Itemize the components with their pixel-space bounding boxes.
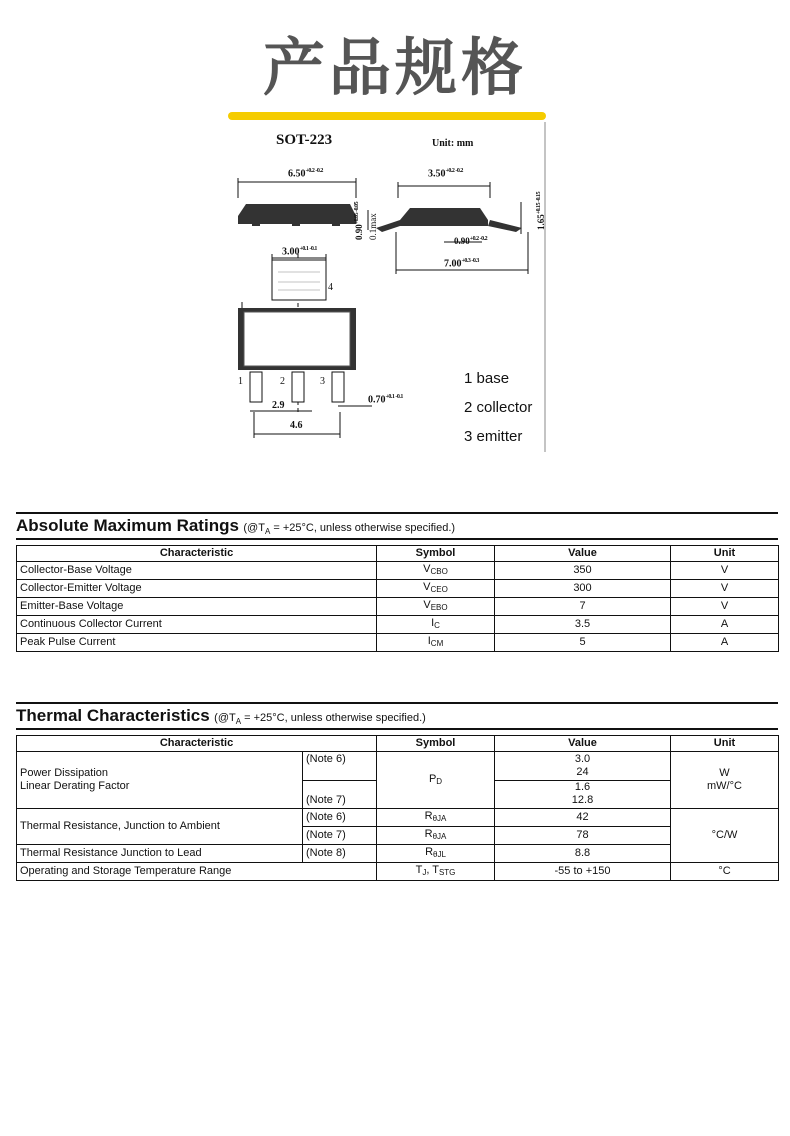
dim-3-00: $3.00_{+0.1 -0.1}$	[282, 246, 317, 258]
cell-characteristic: Collector-Base Voltage	[17, 562, 377, 580]
value-1-6: 1.6	[574, 781, 591, 794]
cell-note: (Note 6)	[303, 752, 377, 781]
cell-value: -55 to +150	[495, 863, 671, 881]
col-symbol: Symbol	[377, 736, 495, 752]
table-row	[17, 562, 779, 580]
cell-value	[495, 780, 671, 809]
dim-0-90-width: $0.90_{+0.2 -0.2}$	[454, 236, 488, 246]
cell-value: 8.8	[495, 845, 671, 863]
cell-symbol: RθJA	[377, 827, 495, 845]
cell-unit: V	[671, 598, 779, 616]
cell-symbol: TJ, TSTG	[377, 863, 495, 881]
table-row-temp	[17, 863, 779, 881]
cell-unit: V	[671, 580, 779, 598]
unit-mw-c: mW/°C	[707, 780, 742, 792]
pin-desc-collector: 2 collector	[464, 399, 533, 416]
thermal-header	[16, 702, 778, 730]
cell-value: 5	[495, 634, 671, 652]
table-row	[17, 580, 779, 598]
cell-unit: °C	[671, 863, 779, 881]
dim-7-00: $7.00_{+0.3 -0.3}$	[444, 258, 479, 270]
col-characteristic: Characteristic	[17, 546, 377, 562]
cell-symbol: ICM	[377, 634, 495, 652]
cell-value: 300	[495, 580, 671, 598]
thermal-title: Thermal Characteristics	[16, 706, 210, 725]
cell-unit: °C/W	[671, 809, 779, 863]
table-row	[17, 616, 779, 634]
dim-0-70: $0.70_{+0.1 -0.1}$	[368, 394, 403, 406]
cell-symbol: VCEO	[377, 580, 495, 598]
unit-label: Unit: mm	[432, 138, 474, 149]
unit-w: W	[719, 767, 730, 779]
table-row-power-note6	[17, 752, 779, 781]
dim-4-6: 4.6	[290, 420, 303, 431]
cell-unit: A	[671, 616, 779, 634]
thermal-section	[16, 702, 778, 877]
col-value: Value	[495, 736, 671, 752]
cell-note: (Note 8)	[303, 845, 377, 863]
table-row-rjl	[17, 845, 779, 863]
cell-characteristic: Continuous Collector Current	[17, 616, 377, 634]
cell-value	[495, 752, 671, 781]
pin-3-label: 3	[320, 376, 325, 387]
package-drawing	[232, 122, 550, 452]
linear-derating-label: Linear Derating Factor	[20, 780, 130, 792]
pin-1-label: 1	[238, 376, 243, 387]
pin-desc-emitter: 3 emitter	[464, 428, 523, 445]
cell-characteristic: Thermal Resistance, Junction to Ambient	[17, 809, 303, 845]
table-row	[17, 598, 779, 616]
package-name: SOT-223	[276, 132, 333, 148]
cell-symbol: VEBO	[377, 598, 495, 616]
cell-symbol: RθJL	[377, 845, 495, 863]
cell-unit: V	[671, 562, 779, 580]
cell-note: (Note 7)	[303, 780, 377, 809]
cell-value: 350	[495, 562, 671, 580]
value-3-0: 3.0	[574, 752, 591, 765]
cell-symbol: PD	[377, 752, 495, 809]
dim-2-9: 2.9	[272, 400, 285, 411]
cell-characteristic: Collector-Emitter Voltage	[17, 580, 377, 598]
abs-max-table	[16, 545, 779, 652]
cell-unit: A	[671, 634, 779, 652]
col-symbol: Symbol	[377, 546, 495, 562]
cell-symbol: VCBO	[377, 562, 495, 580]
cell-symbol: IC	[377, 616, 495, 634]
abs-max-section	[16, 512, 778, 648]
cell-note: (Note 7)	[303, 827, 377, 845]
cell-unit	[671, 752, 779, 809]
abs-max-condition: ($@T_A = +25^\circ C$, unless otherwise specified.)	[243, 522, 456, 537]
cell-symbol: RθJA	[377, 809, 495, 827]
cell-value: 42	[495, 809, 671, 827]
pin-2-label: 2	[280, 376, 285, 387]
title-underline	[228, 112, 546, 120]
table-row-rja-note6	[17, 809, 779, 827]
col-unit: Unit	[671, 546, 779, 562]
table-header-row	[17, 546, 779, 562]
tab-label: 4	[328, 282, 333, 293]
dim-1-65: $1.65_{+0.15 -0.15}$	[536, 191, 546, 230]
cell-value: 3.5	[495, 616, 671, 634]
power-dissipation-label: Power Dissipation	[20, 767, 109, 779]
dim-6-50: $6.50_{+0.2 -0.2}$	[288, 168, 323, 180]
abs-max-title: Absolute Maximum Ratings	[16, 516, 239, 535]
table-header-row	[17, 736, 779, 752]
col-value: Value	[495, 546, 671, 562]
value-12-8: 12.8	[571, 794, 594, 807]
abs-max-header	[16, 512, 778, 540]
cell-characteristic: Operating and Storage Temperature Range	[17, 863, 377, 881]
cell-value: 78	[495, 827, 671, 845]
col-unit: Unit	[671, 736, 779, 752]
table-row	[17, 634, 779, 652]
value-24: 24	[576, 765, 589, 778]
dim-0-90-height: $0.90_{+0.05 -0.05}$	[354, 201, 364, 240]
pin-desc-base: 1 base	[464, 370, 510, 387]
thermal-table	[16, 735, 779, 881]
cell-characteristic: Emitter-Base Voltage	[17, 598, 377, 616]
cell-note: (Note 6)	[303, 809, 377, 827]
thermal-condition: ($@T_A = +25^\circ C$, unless otherwise specified.)	[214, 712, 426, 727]
cell-characteristic	[17, 752, 303, 809]
dim-0-1-max: 0.1max	[368, 213, 378, 240]
col-characteristic: Characteristic	[17, 736, 377, 752]
page-title: 产品规格	[262, 31, 527, 104]
cell-characteristic: Peak Pulse Current	[17, 634, 377, 652]
cell-value: 7	[495, 598, 671, 616]
dim-3-50: $3.50_{+0.2 -0.2}$	[428, 168, 463, 180]
cell-characteristic: Thermal Resistance Junction to Lead	[17, 845, 303, 863]
